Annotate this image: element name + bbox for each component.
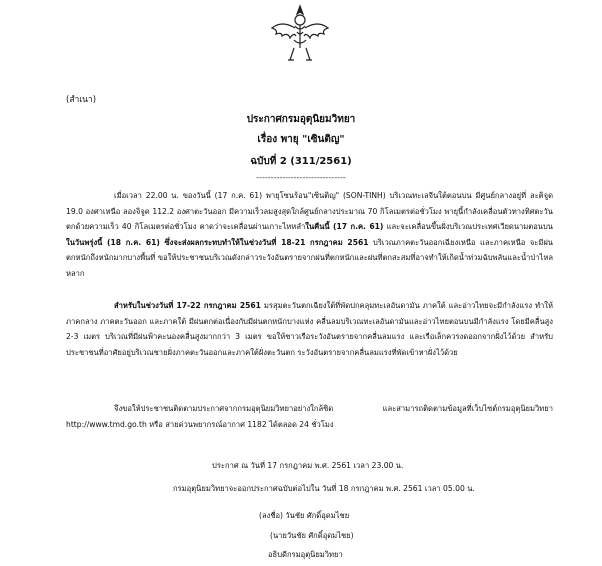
next-issue-notice: กรมอุตุนิยมวิทยาจะออกประกาศฉบับต่อไปใน วันที่ 18 กรกฎาคม พ.ศ. 2561 เวลา 05.00 น. [173, 484, 475, 493]
paragraph-bold-text: ในคืนนี้ (17 ก.ค. 61) [305, 222, 384, 231]
announcement-issue-number: ฉบับที่ 2 (311/2561) [250, 156, 352, 167]
paragraph-text: มรสุมตะวันตกเฉียงใต้ที่พัดปกคลุมทะเลอันดามัน ภาคใต้ และอ่าวไทยจะมีกำลังแรง ทำให้ภาคกลาง ภาคตะวันออก และภาคใต้ มีฝนตกต่อเนื่องกับมีฝนตกหนักบางแห่ง คลื่นลมบริเวณทะเลอันดามันและอ่าวไทยตอนบนมีกำลังแรง โดยมีคลื่นสูง 2-3 เมตร บริเวณที่มีฝนฟ้าคะนองคลื่นสูงมากกว่า 3 เมตร ขอให้ชาวเรือระวังอันตรายจากคลื่นลมแรง และเรือเล็กควรงดออกจากฝั่งไว้ด้วย สำหรับประชาชนที่อาศัยอยู่บริเวณชายฝั่งภาคตะวันออกและภาคใต้ฝั่งตะวันตก ระวังอันตรายจากคลื่นลมแรงที่พัดเข้าหาฝั่งไว้ด้วย [66, 301, 553, 357]
divider: ------------------------------- [256, 173, 346, 182]
paragraph-storm-details [66, 188, 553, 281]
signatory-name: (นายวันชัย ศักดิ์อุดมไชย) [270, 531, 354, 540]
paragraph-text: เมื่อเวลา 22.00 น. ของวันนี้ (17 ก.ค. 61) พายุโซนร้อน"เซินติญ" (SON-TINH) บริเวณทะเลจีนใต้ตอนบน มีศูนย์กลางอยู่ที่ ละติจูด 19.0 องศาเหนือ ลองจิจูด 112.2 องศาตะวันออก มีความเร็วลมสูงสุดใกล้ศูนย์กลางประมาณ 70 กิโลเมตรต่อชั่วโมง พายุนี้กำลังเคลื่อนตัวทางทิศตะวันตกด้วยความเร็ว 40 กิโลเมตรต่อชั่วโมง คาดว่าจะเคลื่อนผ่านเกาะไหหลำ [66, 191, 553, 231]
signature-line: (ลงชื่อ) วันชัย ศักดิ์อุดมไชย [259, 511, 350, 520]
announcement-date: ประกาศ ณ วันที่ 17 กรกฎาคม พ.ศ. 2561 เวลา 23.00 น. [212, 461, 404, 470]
signatory-position: อธิบดีกรมอุตุนิยมวิทยา [268, 550, 343, 559]
copy-label: (สำเนา) [66, 95, 97, 105]
garuda-emblem-icon [268, 2, 332, 66]
paragraph-contact-info: จึงขอให้ประชาชนติดตามประกาศจากกรมอุตุนิยมวิทยาอย่างใกล้ชิด และสามารถติดตามข้อมูลที่เว็บไซต์กรมอุตุนิยมวิทยา http://www.tmd.go.th หรือ สายด่วนพยากรณ์อากาศ 1182 ได้ตลอด 24 ชั่วโมง [66, 404, 553, 429]
paragraph-text: บริเวณภาคตะวันออกเฉียงเหนือ และภาคเหนือ จะมีฝนตกหนักถึงหนักมากบางพื้นที่ ขอให้ประชาชนบริเวณดังกล่าวระวังอันตรายจากฝนที่ตกหนักและฝนที่ตกสะสมที่อาจทำให้เกิดน้ำท่วมฉับพลันและน้ำป่าไหลหลาก [66, 237, 553, 278]
announcement-subject: เรื่อง พายุ "เซินติญ" [257, 134, 345, 145]
announcement-title: ประกาศกรมอุตุนิยมวิทยา [246, 114, 356, 125]
paragraph-monsoon-warning [66, 298, 553, 360]
paragraph-bold-text: ในวันพรุ่งนี้ (18 ก.ค. 61) ซึ่งจะส่งผลกระทบทำให้ในช่วงวันที่ 18-21 กรกฎาคม 2561 [66, 237, 369, 247]
paragraph-bold-text: สำหรับในช่วงวันที่ 17-22 กรกฎาคม 2561 [114, 301, 261, 310]
paragraph-text: และจะเคลื่อนขึ้นฝั่งบริเวณประเทศเวียดนามตอนบน [383, 222, 553, 231]
